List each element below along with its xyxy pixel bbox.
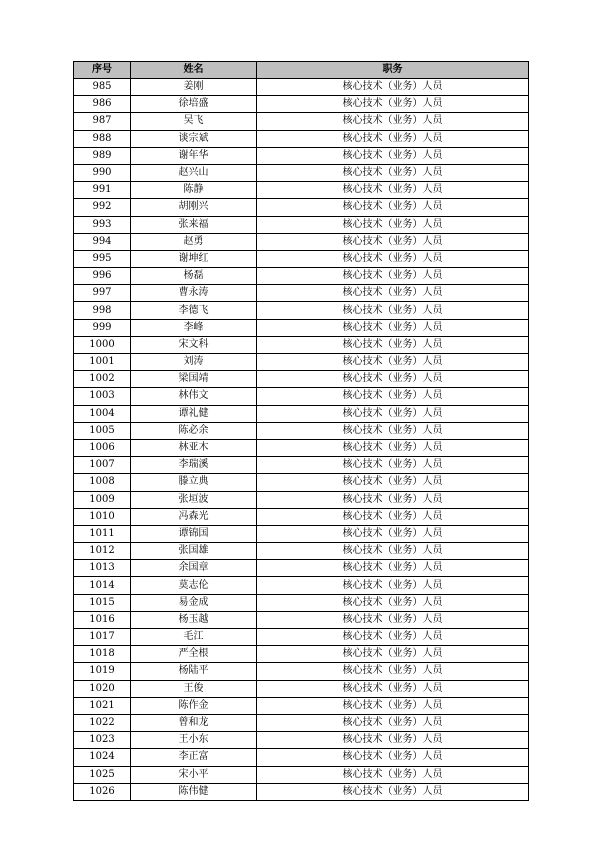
cell-no: 986: [74, 96, 131, 113]
cell-role: 核心技术（业务）人员: [257, 285, 529, 302]
table-row: [74, 250, 529, 267]
cell-role: 核心技术（业务）人员: [257, 525, 529, 542]
cell-name: 林亚木: [131, 439, 257, 456]
cell-name: 谢年华: [131, 147, 257, 164]
cell-no: 1007: [74, 457, 131, 474]
cell-no: 1000: [74, 336, 131, 353]
cell-role: 核心技术（业务）人员: [257, 79, 529, 96]
table-row: [74, 199, 529, 216]
cell-role: 核心技术（业务）人员: [257, 732, 529, 749]
table-row: [74, 113, 529, 130]
cell-role: 核心技术（业务）人员: [257, 130, 529, 147]
cell-role: 核心技术（业务）人员: [257, 113, 529, 130]
cell-role: 核心技术（业务）人员: [257, 233, 529, 250]
cell-role: 核心技术（业务）人员: [257, 560, 529, 577]
cell-no: 1022: [74, 714, 131, 731]
table-row: [74, 285, 529, 302]
table-row: [74, 697, 529, 714]
cell-no: 988: [74, 130, 131, 147]
cell-role: 核心技术（业务）人员: [257, 199, 529, 216]
cell-name: 易金成: [131, 594, 257, 611]
cell-no: 1004: [74, 405, 131, 422]
cell-no: 1017: [74, 629, 131, 646]
cell-no: 1018: [74, 646, 131, 663]
cell-name: 陈作金: [131, 697, 257, 714]
cell-name: 胡刚兴: [131, 199, 257, 216]
cell-role: 核心技术（业务）人员: [257, 594, 529, 611]
cell-role: 核心技术（业务）人员: [257, 474, 529, 491]
cell-role: 核心技术（业务）人员: [257, 543, 529, 560]
cell-no: 996: [74, 268, 131, 285]
table-row: [74, 474, 529, 491]
cell-name: 杨磊: [131, 268, 257, 285]
cell-name: 赵勇: [131, 233, 257, 250]
cell-name: 滕立典: [131, 474, 257, 491]
cell-role: 核心技术（业务）人员: [257, 96, 529, 113]
table-header: [74, 62, 529, 79]
cell-name: 王小东: [131, 732, 257, 749]
cell-no: 1006: [74, 439, 131, 456]
cell-no: 1025: [74, 766, 131, 783]
cell-name: 李瑞溪: [131, 457, 257, 474]
cell-role: 核心技术（业务）人员: [257, 646, 529, 663]
table-row: [74, 405, 529, 422]
cell-role: 核心技术（业务）人员: [257, 405, 529, 422]
cell-name: 林伟文: [131, 388, 257, 405]
table-row: [74, 302, 529, 319]
header-row: [74, 62, 529, 79]
cell-name: 赵兴山: [131, 164, 257, 181]
table-row: [74, 354, 529, 371]
cell-name: 姜刚: [131, 79, 257, 96]
cell-role: 核心技术（业务）人员: [257, 457, 529, 474]
cell-name: 梁国靖: [131, 371, 257, 388]
cell-role: 核心技术（业务）人员: [257, 491, 529, 508]
cell-name: 冯森光: [131, 508, 257, 525]
cell-role: 核心技术（业务）人员: [257, 302, 529, 319]
cell-no: 1024: [74, 749, 131, 766]
cell-no: 1014: [74, 577, 131, 594]
table-row: [74, 130, 529, 147]
header-name: 姓名: [131, 62, 257, 79]
cell-name: 张来福: [131, 216, 257, 233]
table-row: [74, 611, 529, 628]
cell-name: 曾和龙: [131, 714, 257, 731]
cell-role: 核心技术（业务）人员: [257, 354, 529, 371]
cell-name: 毛江: [131, 629, 257, 646]
cell-role: 核心技术（业务）人员: [257, 388, 529, 405]
table-row: [74, 525, 529, 542]
cell-no: 1010: [74, 508, 131, 525]
cell-no: 987: [74, 113, 131, 130]
cell-no: 991: [74, 182, 131, 199]
cell-no: 1008: [74, 474, 131, 491]
table-row: [74, 96, 529, 113]
table-row: [74, 319, 529, 336]
cell-role: 核心技术（业务）人员: [257, 663, 529, 680]
table-row: [74, 543, 529, 560]
table-row: [74, 422, 529, 439]
cell-role: 核心技术（业务）人员: [257, 182, 529, 199]
table-row: [74, 371, 529, 388]
cell-name: 刘涛: [131, 354, 257, 371]
table-row: [74, 79, 529, 96]
header-no: 序号: [74, 62, 131, 79]
cell-role: 核心技术（业务）人员: [257, 714, 529, 731]
table-body: [74, 79, 529, 801]
table-row: [74, 560, 529, 577]
cell-no: 1023: [74, 732, 131, 749]
cell-role: 核心技术（业务）人员: [257, 629, 529, 646]
table-row: [74, 233, 529, 250]
cell-role: 核心技术（业务）人员: [257, 319, 529, 336]
header-role: 职务: [257, 62, 529, 79]
cell-role: 核心技术（业务）人员: [257, 147, 529, 164]
table-row: [74, 663, 529, 680]
table-row: [74, 766, 529, 783]
cell-no: 1001: [74, 354, 131, 371]
cell-no: 993: [74, 216, 131, 233]
cell-no: 1015: [74, 594, 131, 611]
table-row: [74, 388, 529, 405]
cell-name: 陈伟健: [131, 783, 257, 800]
cell-no: 1005: [74, 422, 131, 439]
table-row: [74, 439, 529, 456]
cell-no: 992: [74, 199, 131, 216]
cell-name: 张国雄: [131, 543, 257, 560]
table-row: [74, 164, 529, 181]
cell-no: 999: [74, 319, 131, 336]
table-row: [74, 577, 529, 594]
cell-no: 995: [74, 250, 131, 267]
cell-no: 994: [74, 233, 131, 250]
cell-no: 989: [74, 147, 131, 164]
cell-no: 1016: [74, 611, 131, 628]
cell-role: 核心技术（业务）人员: [257, 611, 529, 628]
cell-no: 1003: [74, 388, 131, 405]
cell-role: 核心技术（业务）人员: [257, 508, 529, 525]
table-row: [74, 680, 529, 697]
cell-role: 核心技术（业务）人员: [257, 216, 529, 233]
table-row: [74, 268, 529, 285]
table-row: [74, 646, 529, 663]
cell-name: 陈必余: [131, 422, 257, 439]
table-row: [74, 491, 529, 508]
cell-name: 严全根: [131, 646, 257, 663]
table-row: [74, 147, 529, 164]
cell-no: 1021: [74, 697, 131, 714]
cell-no: 985: [74, 79, 131, 96]
cell-no: 997: [74, 285, 131, 302]
table-row: [74, 336, 529, 353]
cell-role: 核心技术（业务）人员: [257, 439, 529, 456]
cell-no: 1020: [74, 680, 131, 697]
cell-role: 核心技术（业务）人员: [257, 164, 529, 181]
cell-name: 吴飞: [131, 113, 257, 130]
cell-role: 核心技术（业务）人员: [257, 422, 529, 439]
personnel-table: [73, 61, 529, 801]
cell-role: 核心技术（业务）人员: [257, 577, 529, 594]
table-row: [74, 457, 529, 474]
cell-name: 李峰: [131, 319, 257, 336]
cell-name: 谭锦国: [131, 525, 257, 542]
table-row: [74, 714, 529, 731]
cell-name: 曹永涛: [131, 285, 257, 302]
table-row: [74, 783, 529, 800]
cell-no: 990: [74, 164, 131, 181]
table-row: [74, 629, 529, 646]
cell-name: 王俊: [131, 680, 257, 697]
cell-role: 核心技术（业务）人员: [257, 371, 529, 388]
cell-role: 核心技术（业务）人员: [257, 336, 529, 353]
cell-no: 1019: [74, 663, 131, 680]
cell-name: 李正富: [131, 749, 257, 766]
cell-name: 宋文科: [131, 336, 257, 353]
cell-role: 核心技术（业务）人员: [257, 268, 529, 285]
table-row: [74, 732, 529, 749]
table-row: [74, 749, 529, 766]
cell-name: 莫志伦: [131, 577, 257, 594]
document-page: [73, 61, 528, 801]
cell-role: 核心技术（业务）人员: [257, 680, 529, 697]
cell-role: 核心技术（业务）人员: [257, 250, 529, 267]
table-row: [74, 182, 529, 199]
cell-role: 核心技术（业务）人员: [257, 697, 529, 714]
cell-name: 李德飞: [131, 302, 257, 319]
cell-role: 核心技术（业务）人员: [257, 766, 529, 783]
table-row: [74, 216, 529, 233]
cell-name: 余国章: [131, 560, 257, 577]
cell-no: 1009: [74, 491, 131, 508]
cell-name: 宋小平: [131, 766, 257, 783]
cell-name: 谈宗斌: [131, 130, 257, 147]
cell-name: 谭礼健: [131, 405, 257, 422]
cell-no: 1002: [74, 371, 131, 388]
cell-role: 核心技术（业务）人员: [257, 749, 529, 766]
cell-no: 1013: [74, 560, 131, 577]
cell-name: 陈静: [131, 182, 257, 199]
cell-name: 张垣波: [131, 491, 257, 508]
table-row: [74, 594, 529, 611]
cell-no: 1026: [74, 783, 131, 800]
cell-name: 谢坤红: [131, 250, 257, 267]
cell-name: 杨玉越: [131, 611, 257, 628]
table-row: [74, 508, 529, 525]
cell-role: 核心技术（业务）人员: [257, 783, 529, 800]
cell-name: 杨陆平: [131, 663, 257, 680]
cell-name: 徐培盛: [131, 96, 257, 113]
cell-no: 1011: [74, 525, 131, 542]
cell-no: 1012: [74, 543, 131, 560]
cell-no: 998: [74, 302, 131, 319]
